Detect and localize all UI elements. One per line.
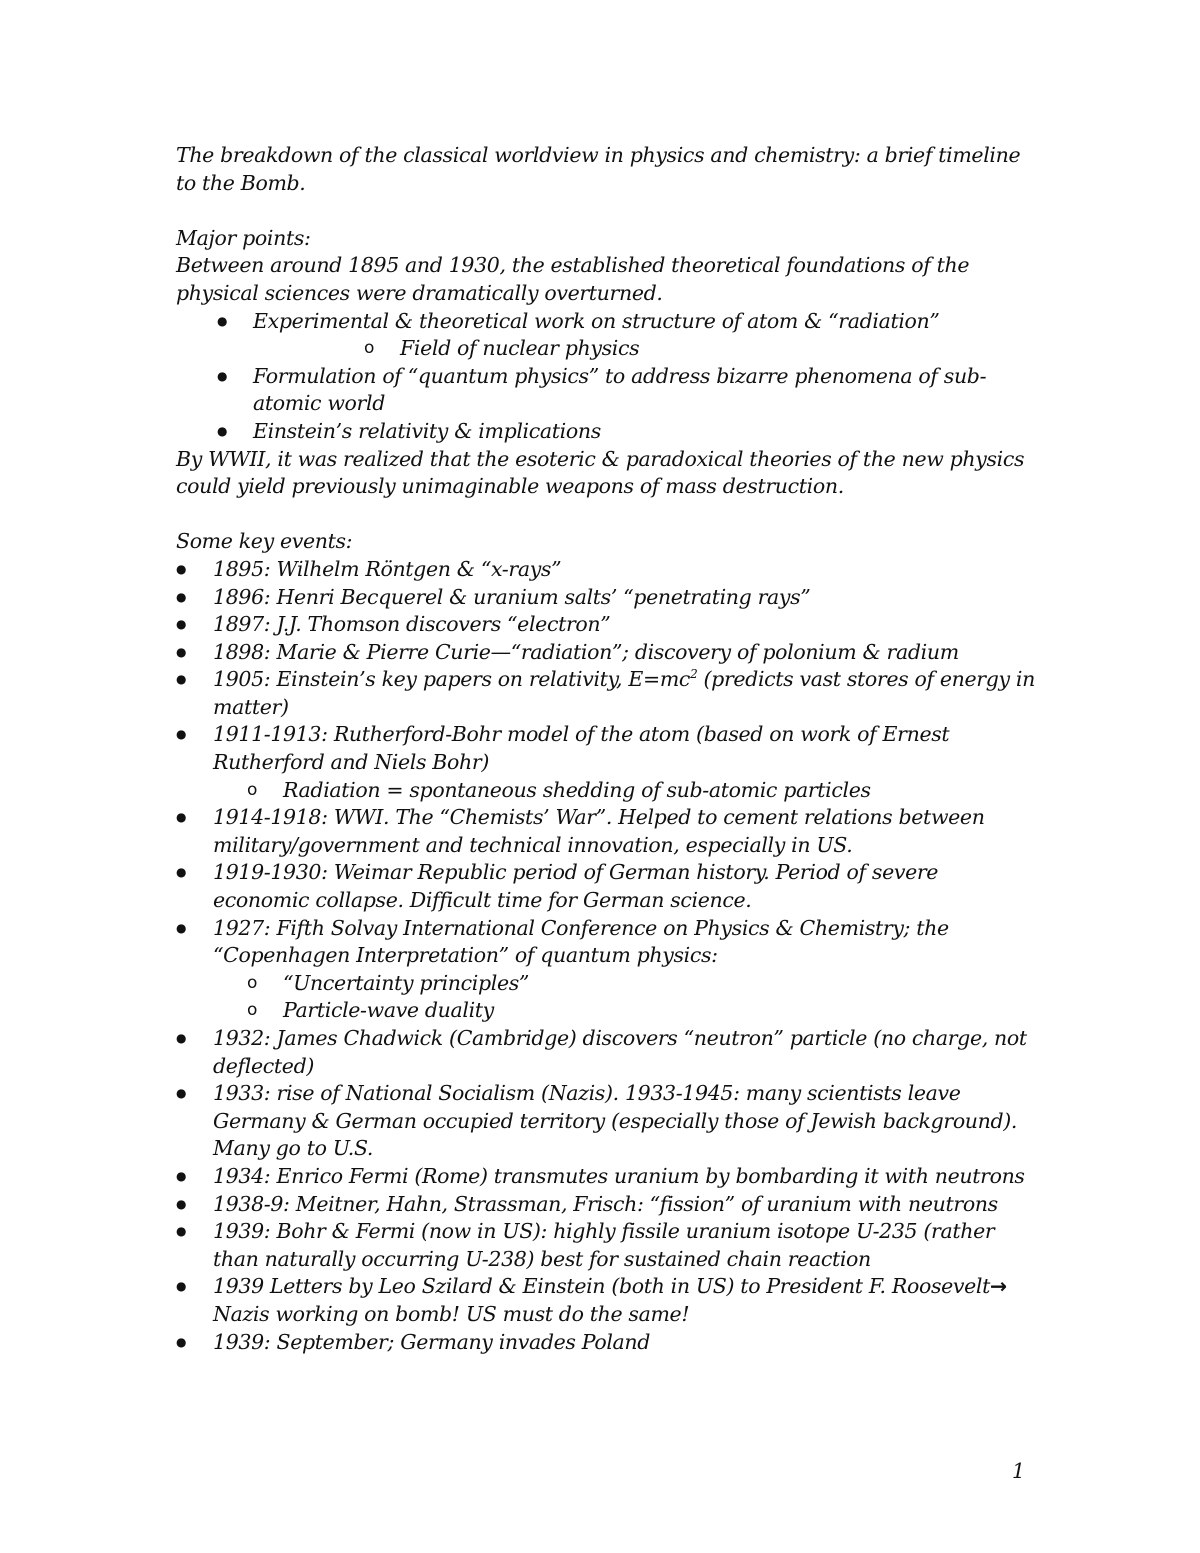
event-item-1939-letters [213, 1273, 1036, 1328]
right-arrow-icon: → [990, 1274, 1007, 1299]
event-1911-sublist [213, 777, 1036, 805]
event-1927-subitem: o Particle-wave duality [283, 997, 1036, 1025]
major-point-subitem: o Field of nuclear physics [400, 335, 1036, 363]
document-body [176, 142, 1036, 1356]
key-events-heading: Some key events: [176, 529, 353, 554]
event-1939-letters-text: 1939 Letters by Leo Szilard & Einstein (both in US) to President F. Roosevelt [213, 1274, 991, 1299]
event-item-1927 [213, 915, 1036, 1025]
event-1905-text-rest: (predicts vast stores of energy in matter) [213, 667, 1035, 719]
event-item-1911 [213, 721, 1036, 804]
event-item-1897: ● 1897: J.J. Thomson discovers “electron” [213, 611, 1036, 639]
event-item-1895: ● 1895: Wilhelm Röntgen & “x-rays” [213, 556, 1036, 584]
page-number: 1 [1011, 1459, 1025, 1483]
event-1927-sublist [213, 970, 1036, 1025]
major-points-intro: Between around 1895 and 1930, the established theoretical foundations of the physical sciences were dramatically overturned. [176, 253, 970, 305]
major-point-item: ● Formulation of “quantum physics” to address bizarre phenomena of sub-atomic world [253, 363, 1036, 418]
spacer [176, 197, 1036, 225]
event-item-1914: ● 1914-1918: WWI. The “Chemists’ War”. Helped to cement relations between military/government and technical innovation, especially in US. [213, 804, 1036, 859]
major-point-item [253, 308, 1036, 363]
spacer [176, 501, 1036, 529]
event-1927-text: 1927: Fifth Solvay International Conference on Physics & Chemistry; the “Copenhagen Interpretation” of quantum physics: [213, 915, 949, 968]
event-1911-subitem: o Radiation = spontaneous shedding of sub-atomic particles [283, 777, 1036, 805]
major-points-conclusion: By WWII, it was realized that the esoteric & paradoxical theories of the new physics could yield previously unimaginable weapons of mass destruction. [176, 446, 1025, 499]
event-item-1898: ● 1898: Marie & Pierre Curie—“radiation”; discovery of polonium & radium [213, 639, 1036, 667]
event-item-1905 [213, 666, 1036, 721]
event-item-1896: ● 1896: Henri Becquerel & uranium salts’ “penetrating rays” [213, 584, 1036, 612]
event-item-1939-fission: ● 1939: Bohr & Fermi (now in US): highly fissile uranium isotope U-235 (rather than naturally occurring U-238) best for sustained chain reaction [213, 1218, 1036, 1273]
event-item-1932: ● 1932: James Chadwick (Cambridge) discovers “neutron” particle (no charge, not deflected) [213, 1025, 1036, 1080]
major-point-item: ● Einstein’s relativity & implications [253, 418, 1036, 446]
event-item-1938: ● 1938-9: Meitner, Hahn, Strassman, Frisch: “fission” of uranium with neutrons [213, 1191, 1036, 1219]
major-points-list [176, 308, 1036, 446]
event-item-1939-poland: ● 1939: September; Germany invades Poland [213, 1329, 1036, 1357]
major-point-sublist [253, 335, 1036, 363]
event-1905-text: 1905: Einstein’s key papers on relativity, E=mc [213, 667, 691, 692]
event-item-1934: ● 1934: Enrico Fermi (Rome) transmutes uranium by bombarding it with neutrons [213, 1163, 1036, 1191]
major-point-text: Experimental & theoretical work on structure of atom & “radiation” [253, 308, 940, 333]
event-1927-subitem: o “Uncertainty principles” [283, 970, 1036, 998]
event-1911-text: 1911-1913: Rutherford-Bohr model of the atom (based on work of Ernest Rutherford and Niels Bohr) [213, 722, 950, 775]
event-item-1919: ● 1919-1930: Weimar Republic period of German history. Period of severe economic collapse. Difficult time for German science. [213, 859, 1036, 914]
document-title: The breakdown of the classical worldview in physics and chemistry: a brief timeline to the Bomb. [176, 143, 1021, 195]
major-points-heading: Major points: [176, 225, 311, 250]
key-events-list [176, 556, 1036, 1356]
event-1939-letters-text-rest: Nazis working on bomb! US must do the same! [213, 1301, 690, 1326]
superscript-two: 2 [690, 667, 698, 682]
event-item-1933: ● 1933: rise of National Socialism (Nazis). 1933-1945: many scientists leave Germany & German occupied territory (especially those of Jewish background). Many go to U.S. [213, 1080, 1036, 1163]
